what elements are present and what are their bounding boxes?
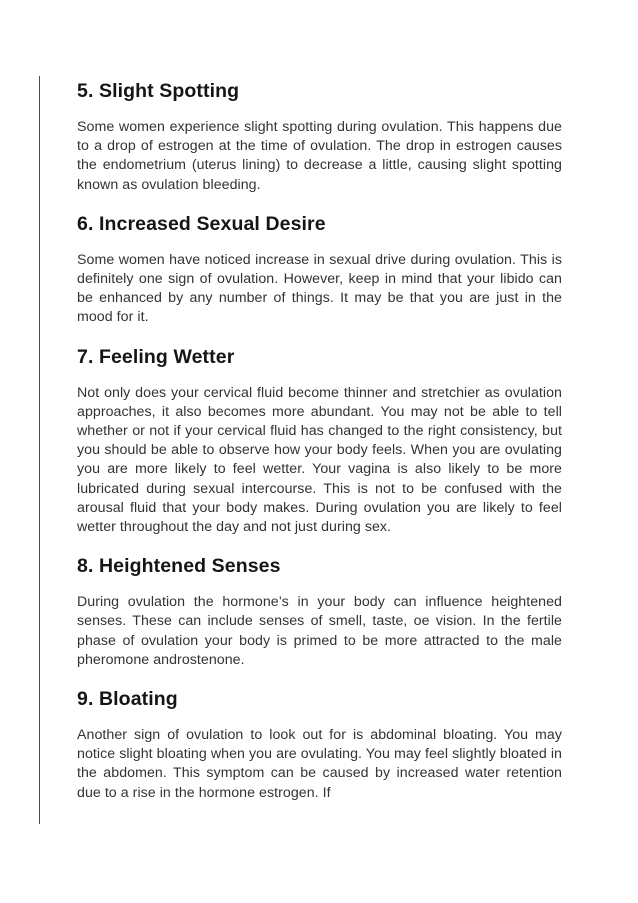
margin-rule [39,76,40,824]
section-body-feeling-wetter: Not only does your cervical fluid become thinner and stretchier as ovulation approaches, it also becomes more abundant. You may not be able to tell whether or not if your cervical fluid has changed to the right consistency, but you should be able to observe how your body feels. When you are ovulating you are more likely to feel wetter. Your vagina is also likely to be more lubricated during sexual intercourse. This is not to be confused with the arousal fluid that your body makes. During ovulation you are likely to feel wetter throughout the day and not just during sex. [77,384,562,536]
section-heading-slight-spotting: 5. Slight Spotting [77,80,240,102]
section-body-bloating: Another sign of ovulation to look out for is abdominal bloating. You may notice slight bloating when you are ovulating. You may feel slightly bloated in the abdomen. This symptom can be caused by increased water retention due to a rise in the hormone estrogen. If [77,727,562,801]
section-heading-heightened-senses: 8. Heightened Senses [77,555,281,578]
section-heading-bloating: 9. Bloating [77,688,178,711]
section-heading-feeling-wetter: 7. Feeling Wetter [77,345,235,368]
section-body-slight-spotting: Some women experience slight spotting during ovulation. This happens due to a drop of estrogen at the time of ovulation. The drop in estrogen causes the endometrium (uterus lining) to decrease a little, causing slight spotting known as ovulation bleeding. [77,119,562,193]
section-body-heightened-senses: During ovulation the hormone’s in your body can influence heightened senses. These can include senses of smell, taste, oe vision. In the fertile phase of ovulation your body is primed to be more attracted to the male pheromone androstenone. [77,594,562,668]
document-page-content [77,79,562,803]
section-heading-increased-sexual-desire: 6. Increased Sexual Desire [77,212,326,235]
section-body-increased-sexual-desire: Some women have noticed increase in sexual drive during ovulation. This is definitely one sign of ovulation. However, keep in mind that your libido can be enhanced by any number of things. It may be that you are just in the mood for it. [77,251,562,326]
